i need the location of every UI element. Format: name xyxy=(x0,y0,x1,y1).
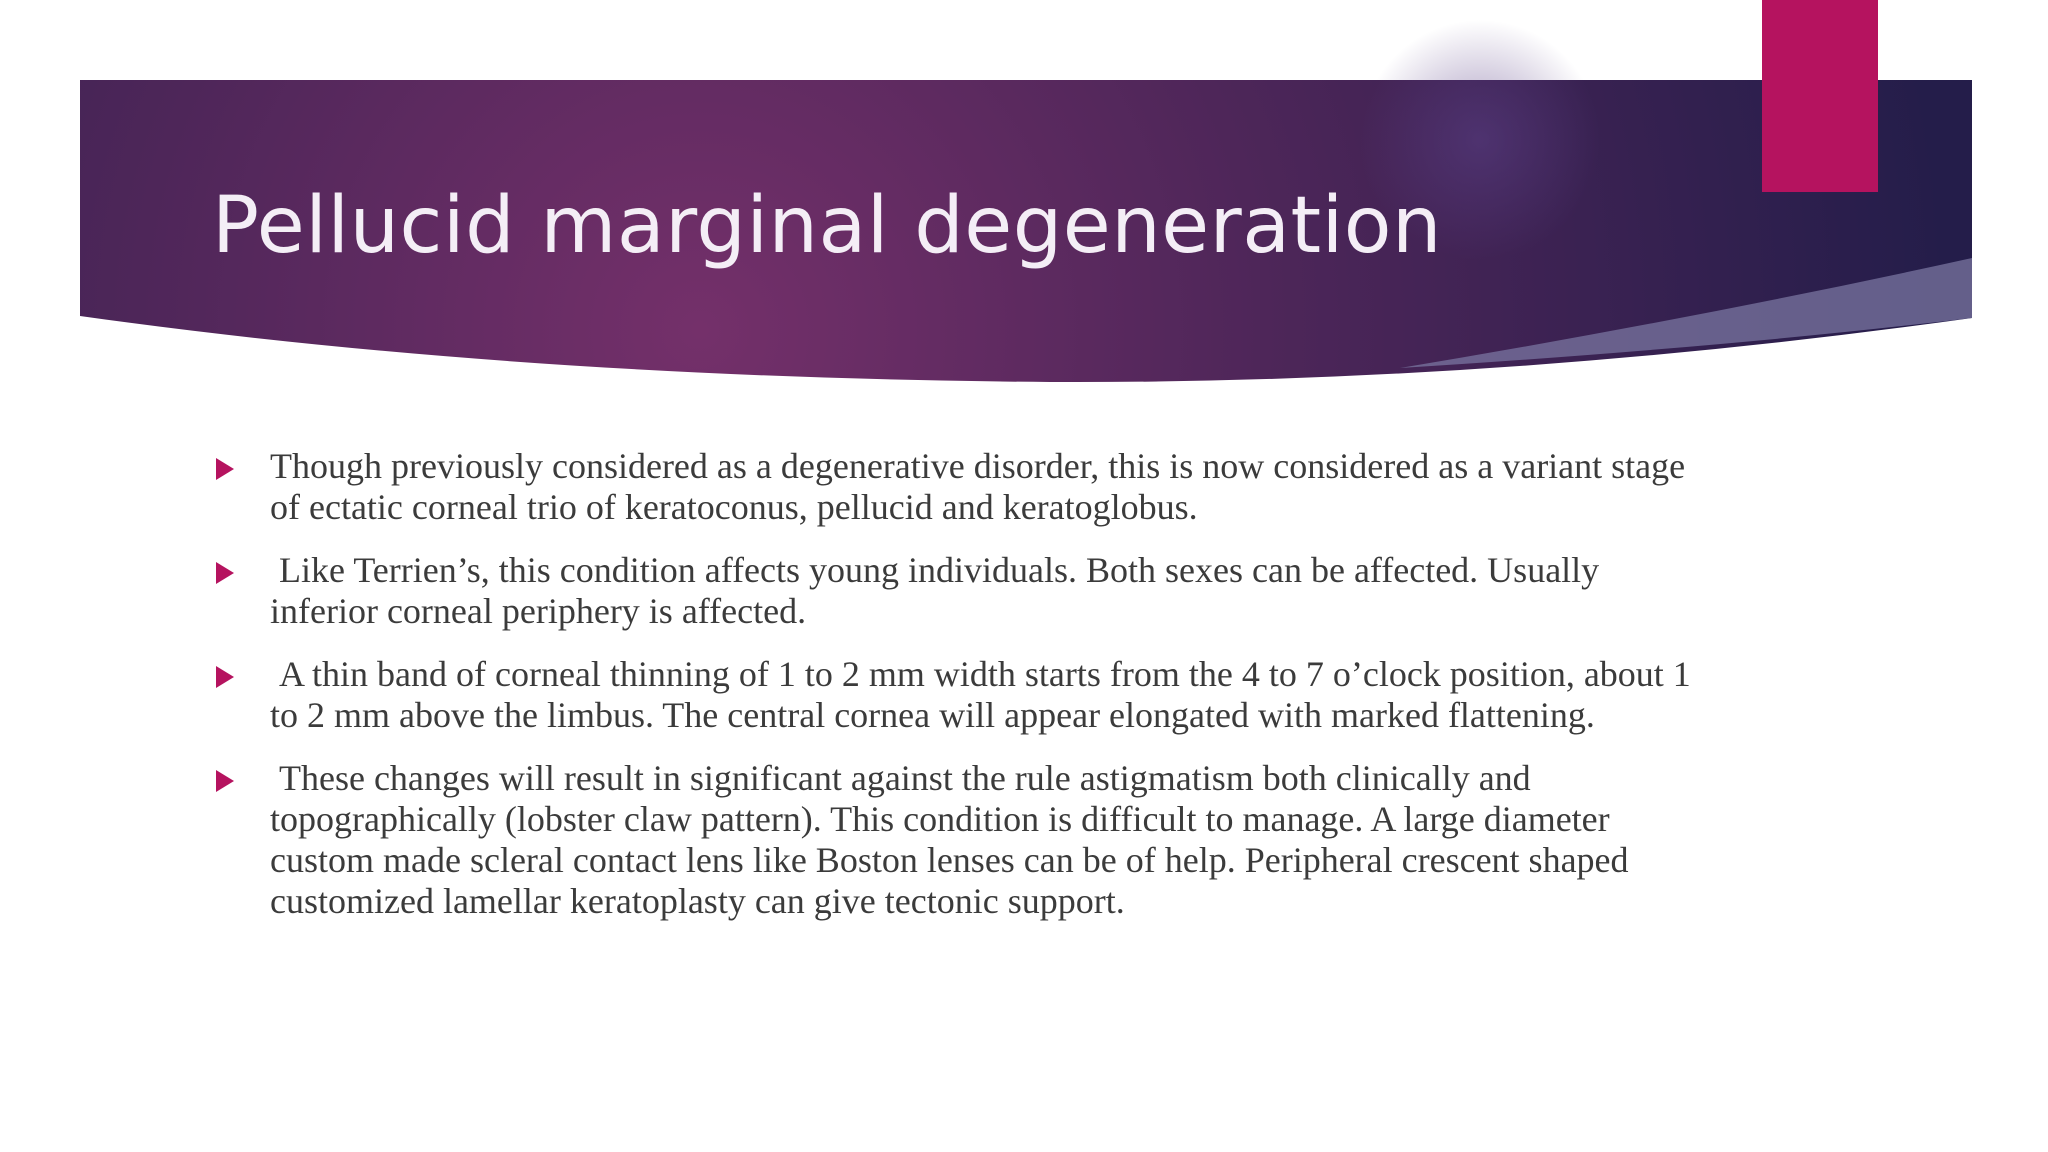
bullet-item xyxy=(212,550,1692,632)
bullet-text: A thin band of corneal thinning of 1 to 2 mm width starts from the 4 to 7 o’clock position, about 1 to 2 mm above the limbus. The central cornea will appear elongated with marked flattening. xyxy=(270,654,1700,735)
bullet-item xyxy=(212,446,1695,528)
triangle-right-icon xyxy=(216,562,234,584)
triangle-right-icon xyxy=(216,770,234,792)
triangle-right-icon xyxy=(216,458,234,480)
bullet-item xyxy=(212,758,1692,922)
accent-tab xyxy=(1762,0,1878,192)
bullet-item xyxy=(212,654,1700,736)
bullet-text: Though previously considered as a degenerative disorder, this is now considered as a variant stage of ectatic corneal trio of keratoconus, pellucid and keratoglobus. xyxy=(270,446,1695,527)
slide-title: Pellucid marginal degeneration xyxy=(212,181,1442,271)
bullet-text: Like Terrien’s, this condition affects young individuals. Both sexes can be affected. Usually inferior corneal periphery is affected. xyxy=(270,550,1609,631)
triangle-right-icon xyxy=(216,666,234,688)
bullet-text: These changes will result in significant against the rule astigmatism both clinically and topographically (lobster claw pattern). This condition is difficult to manage. A large diameter custom made scleral contact lens like Boston lenses can be of help. Peripheral crescent shaped customized lamellar keratoplasty can give tectonic support. xyxy=(270,758,1638,921)
bullet-list xyxy=(212,446,1700,944)
